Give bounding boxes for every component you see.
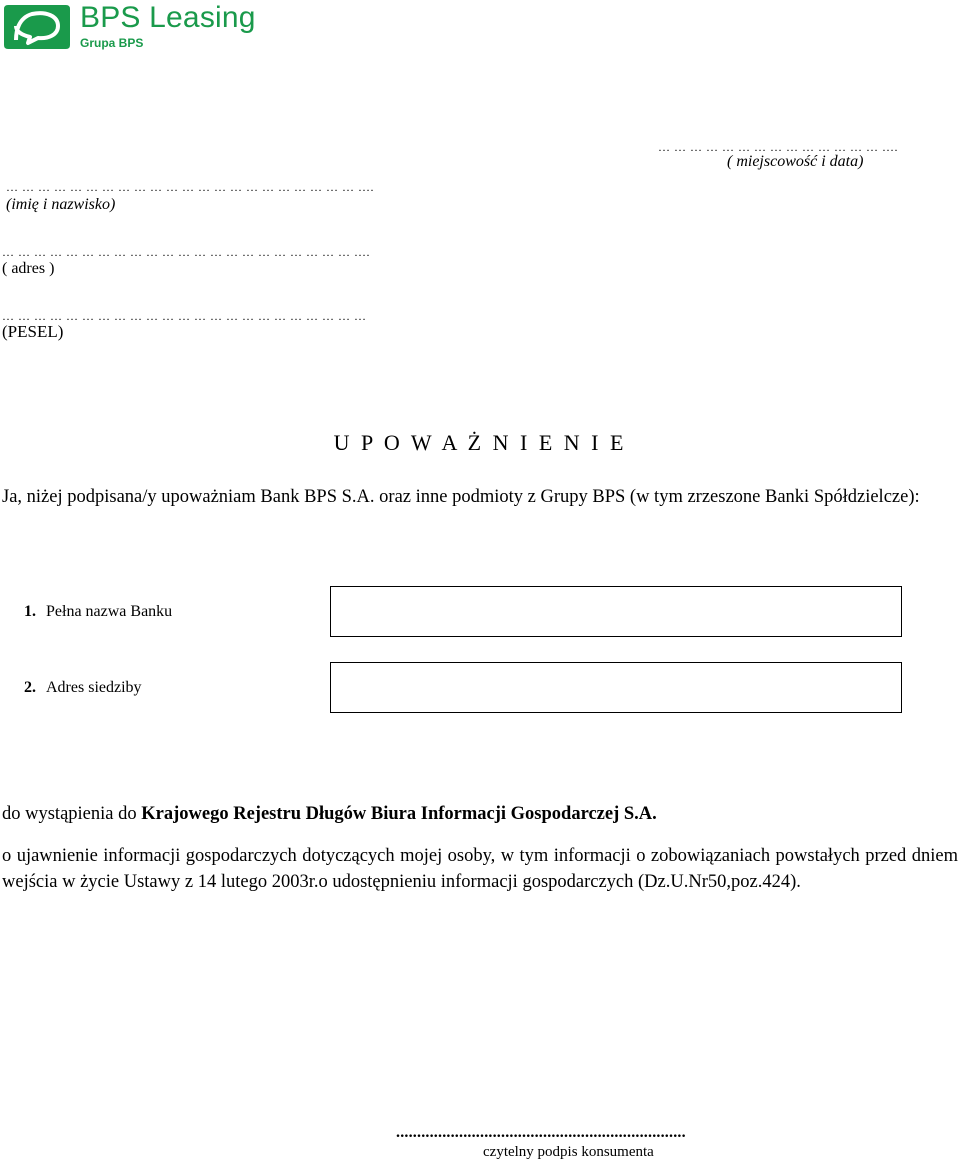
registry-line [2,804,657,825]
bank-name-label: Pełna nazwa Banku [46,603,173,620]
signature-label: czytelny podpis konsumenta [483,1144,654,1160]
name-line: … … … … … … … … … … … … … … … … … … … … … … …. [6,180,374,194]
address-label: ( adres ) [2,260,55,277]
pesel-line: … … … … … … … … … … … … … … … … … … … … … … … [2,309,367,323]
registry-name: Krajowego Rejestru Długów Biura Informacji Gospodarczej S.A. [141,804,657,824]
bank-name-row [24,603,172,621]
field-number: 2. [24,679,36,696]
bank-address-row [24,679,142,697]
registry-prefix: do wystąpienia do [2,804,142,824]
brand-name: BPS Leasing [80,1,256,34]
place-date-line: … … … … … … … … … … … … … … …. [658,140,898,154]
field-number: 1. [24,603,36,620]
bps-leasing-logo [0,0,270,56]
bank-address-field[interactable] [330,662,902,713]
document-title: U P O W A Ż N I E N I E [333,430,627,455]
bank-name-field[interactable] [330,586,902,637]
bps-logo-icon [2,2,72,52]
address-line: … … … … … … … … … … … … … … … … … … … … … … …. [2,245,370,259]
bank-address-label: Adres siedziby [46,679,142,696]
place-date-label: ( miejscowość i data) [727,153,864,170]
signature-line: ..................................................................... [396,1124,686,1141]
consent-paragraph: o ujawnienie informacji gospodarczych dotyczących mojej osoby, w tym informacji o zobowiązaniach powstałych przed dniem wejścia w życie Ustawy z 14 lutego 2003r.o udostępnieniu informacji gospodarczych (Dz.U.Nr50,poz.424). [2,846,958,892]
name-label: (imię i nazwisko) [6,196,116,213]
pesel-label: (PESEL) [2,322,64,341]
intro-paragraph: Ja, niżej podpisana/y upoważniam Bank BPS S.A. oraz inne podmioty z Grupy BPS (w tym zrzeszone Banki Spółdzielcze): [2,487,920,507]
brand-group: Grupa BPS [80,36,144,50]
